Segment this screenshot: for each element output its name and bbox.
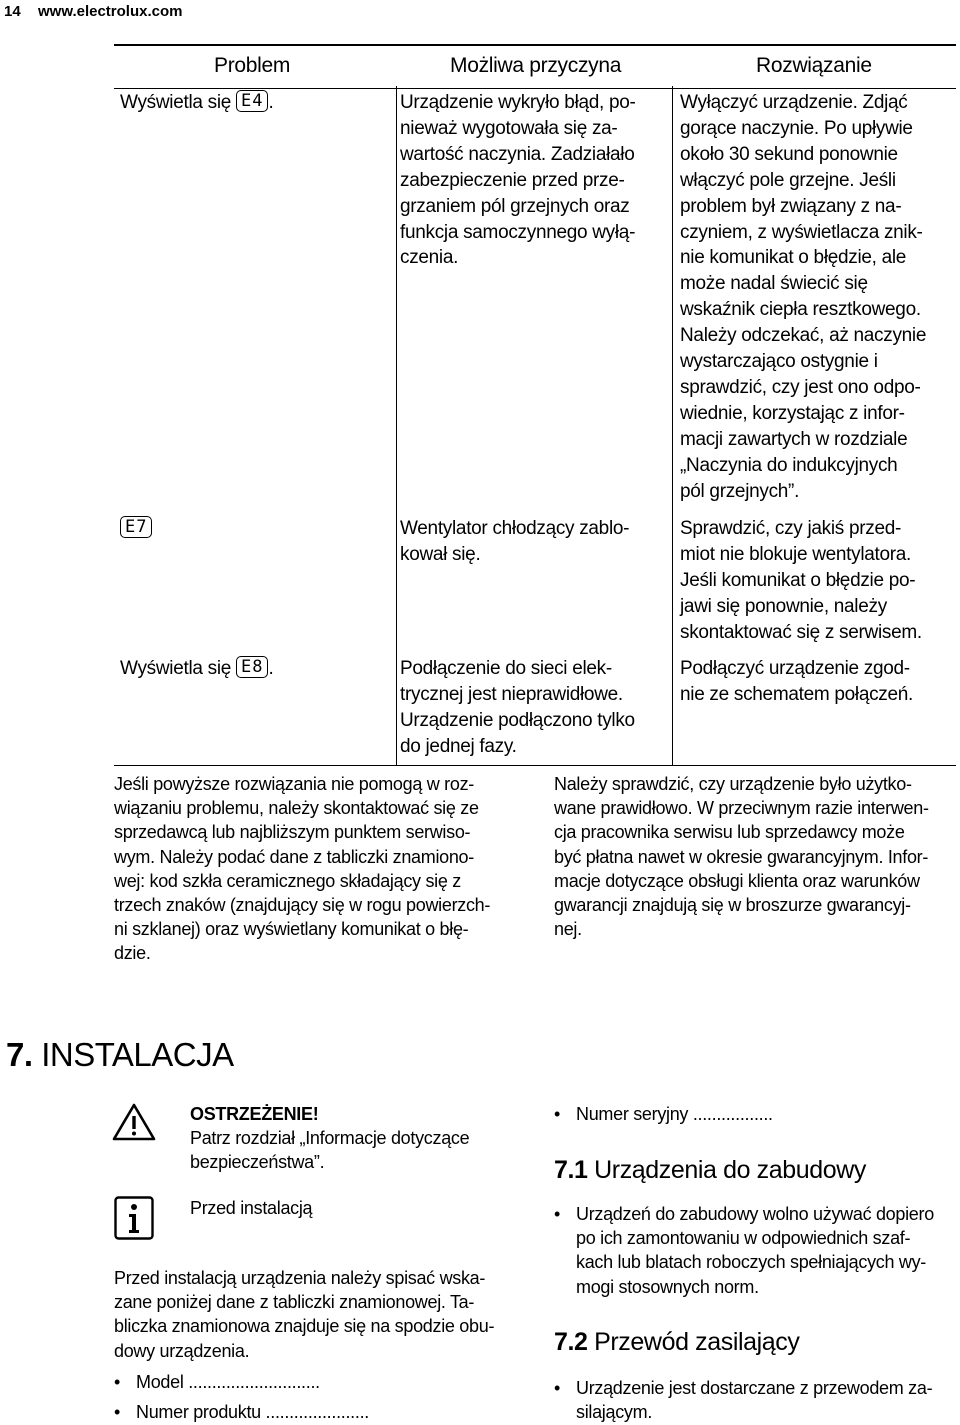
table-row-solution: Sprawdzić, czy jakiś przed- miot nie blokuje wentylatora. Jeśli komunikat o błędzie po- jawi się ponownie, należy skontaktować się z serwisem. bbox=[680, 518, 922, 643]
table-row-cause: Wentylator chłodzący zablo- kował się. bbox=[400, 518, 630, 565]
col-header-cause: Możliwa przyczyna bbox=[450, 54, 622, 77]
error-code-badge: E4 bbox=[236, 90, 268, 112]
subsection-title-7-2: 7.2 Przewód zasilający bbox=[554, 1328, 800, 1356]
table-row-problem: Wyświetla się E8 . bbox=[120, 657, 274, 679]
col-header-solution: Rozwiązanie bbox=[756, 54, 872, 77]
list-item: • Numer produktu ...................... bbox=[114, 1400, 369, 1424]
column-divider bbox=[672, 86, 673, 766]
bullet: • bbox=[554, 1204, 561, 1224]
table-row-problem: Wyświetla się E4 . bbox=[120, 91, 274, 113]
table-bottom-rule bbox=[114, 765, 956, 766]
info-icon bbox=[114, 1196, 154, 1240]
list-item: • Urządzeń do zabudowy wolno używać dopiero po ich zamontowaniu w odpowiednich szaf- kach lub blatach roboczych spełniających wy- mogi stosownych norm. bbox=[554, 1204, 934, 1297]
note-left: Jeśli powyższe rozwiązania nie pomogą w roz- wiązaniu problemu, należy skontaktować się ze sprzedawcą lub najbliższym punktem serwiso- wym. Należy podać dane z tabliczki znamiono- wej: kod szkła ceramicznego składający się z trzech znaków (znajdujący się w rogu powierzch- ni szklanej) oraz wyświetlany komunikat o błę- dzie. bbox=[114, 774, 491, 964]
warning-block: OSTRZEŻENIE! Patrz rozdział „Informacje dotyczące bezpieczeństwa”. bbox=[190, 1104, 470, 1173]
table-header bbox=[114, 44, 956, 89]
table-row-cause: Podłączenie do sieci elek- trycznej jest nieprawidłowe. Urządzenie podłączono tylko do jednej fazy. bbox=[400, 658, 635, 757]
section-title: 7. INSTALACJA bbox=[6, 1036, 234, 1073]
page-number: 14 bbox=[4, 3, 21, 20]
error-code-badge: E7 bbox=[120, 516, 152, 538]
table-row-cause: Urządzenie wykryło błąd, po- nieważ wygotowała się za- wartość naczynia. Zadziałało zabezpieczenie przed prze- grzaniem pól grzejnych oraz funkcja samoczynnego wyłą- czenia. bbox=[400, 92, 636, 269]
bullet: • bbox=[114, 1402, 121, 1422]
bullet: • bbox=[554, 1378, 561, 1398]
note-right: Należy sprawdzić, czy urządzenie było użytko- wane prawidłowo. W przeciwnym razie interwen- cja pracownika serwisu lub sprzedawcy może być płatna nawet w okresie gwarancyjnym. Infor- macje dotyczące obsługi klienta oraz warunków gwarancji znajdują się w broszurze gwarancyj- nej. bbox=[554, 774, 929, 940]
warning-triangle-icon bbox=[112, 1102, 156, 1142]
install-paragraph: Przed instalacją urządzenia należy spisać wska- zane poniżej dane z tabliczki znamionowej. Ta- bliczka znamionowa znajduje się na spodzie obu- dowy urządzenia. bbox=[114, 1268, 495, 1361]
warning-title: OSTRZEŻENIE! bbox=[190, 1104, 319, 1124]
table-row-problem bbox=[120, 516, 152, 542]
col-header-problem: Problem bbox=[214, 54, 291, 77]
error-code-badge: E8 bbox=[236, 656, 268, 678]
bullet: • bbox=[554, 1104, 561, 1124]
website-url: www.electrolux.com bbox=[38, 3, 183, 20]
info-text: Przed instalacją bbox=[190, 1198, 313, 1218]
list-item: • Model ............................ bbox=[114, 1370, 320, 1394]
list-item: • Numer seryjny ................. bbox=[554, 1102, 773, 1126]
table-row-solution: Podłączyć urządzenie zgod- nie ze schematem połączeń. bbox=[680, 658, 913, 705]
list-item: • Urządzenie jest dostarczane z przewodem za- silającym. bbox=[554, 1378, 933, 1423]
column-divider bbox=[396, 86, 397, 766]
table-row-solution: Wyłączyć urządzenie. Zdjąć gorące naczynie. Po upływie około 30 sekund ponownie włączyć pole grzejne. Jeśli problem był związany z na- czyniem, z wyświetlacza znik- nie komunikat o błędzie, ale może nadal świecić się wskaźnik ciepła resztkowego. Należy odczekać, aż naczynie wystarczająco ostygnie i sprawdzić, czy jest ono odpo- wiednie, korzystając z infor- macji zawartych w rozdziale „Naczynia do indukcyjnych pól grzejnych”. bbox=[680, 92, 927, 502]
page-header bbox=[0, 0, 960, 26]
subsection-title-7-1: 7.1 Urządzenia do zabudowy bbox=[554, 1156, 867, 1184]
bullet: • bbox=[114, 1372, 121, 1392]
